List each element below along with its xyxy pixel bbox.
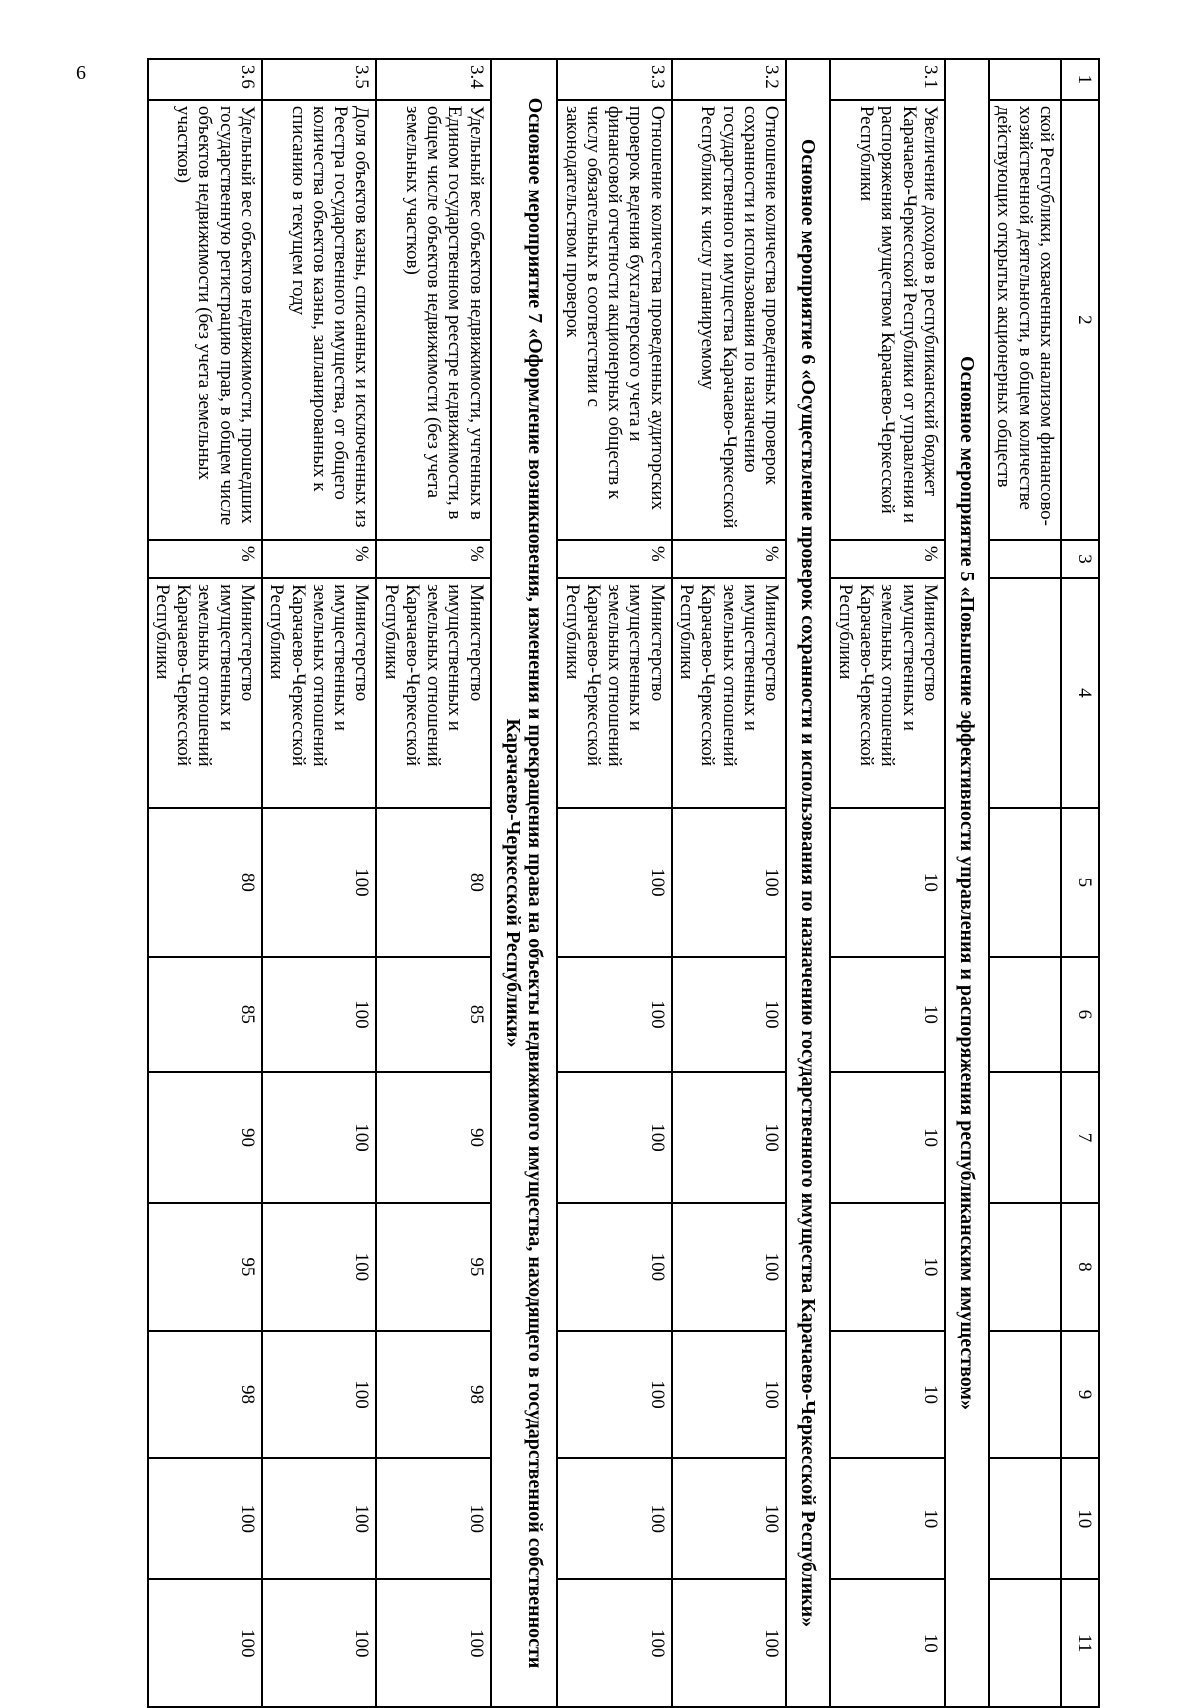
section-heading: Основное мероприятие 5 «Повышение эффективности управления и распоряжения республиканским имуществом» — [945, 59, 989, 1707]
indicator-name: Отношение количества проведенных аудиторских проверок ведения бухгалтерского учета и финансовой отчетности акционерных обществ к числу обязательных в соответствии с законодательством проверок — [557, 100, 671, 540]
executor: Министерство имущественных и земельных отношений Карачаево-Черкесской Республики — [148, 578, 262, 808]
year-value-col-8: 100 — [557, 1203, 671, 1331]
table-row — [262, 59, 376, 1707]
table-row — [557, 59, 671, 1707]
year-value-col-10: 100 — [148, 1458, 262, 1579]
executor: Министерство имущественных и земельных отношений Карачаево-Черкесской Республики — [262, 578, 376, 808]
section-heading-row — [786, 59, 830, 1707]
year-value-col-9: 100 — [262, 1331, 376, 1459]
indicator-name: Удельный вес объектов недвижимости, прошедших государственную регистрацию прав, в общем числе объектов недвижимости (без учета земельных участков) — [148, 100, 262, 540]
year-value-col-10: 100 — [672, 1458, 786, 1579]
column-number-1: 1 — [1061, 59, 1099, 100]
row-number: 3.5 — [262, 59, 376, 100]
year-value-col-7: 10 — [830, 1072, 944, 1203]
section-heading: Основное мероприятие 6 «Осуществление проверок сохранности и использования по назначению государственного имущества Карачаево-Черкесской Республики» — [786, 59, 830, 1707]
year-value-col-7 — [989, 1072, 1061, 1203]
column-number-10: 10 — [1061, 1458, 1099, 1579]
year-value-col-8: 10 — [830, 1203, 944, 1331]
executor — [989, 578, 1061, 808]
unit: % — [262, 540, 376, 578]
rotated-table-container — [130, 58, 1100, 1708]
table-row — [148, 59, 262, 1707]
table-row — [376, 59, 490, 1707]
unit: % — [672, 540, 786, 578]
year-value-col-10: 100 — [557, 1458, 671, 1579]
year-value-col-5: 10 — [830, 808, 944, 957]
indicator-name: Увеличение доходов в республиканский бюджет Карачаево-Черкесской Республики от управления и распоряжения имуществом Карачаево-Черкесской Республики — [830, 100, 944, 540]
year-value-col-6: 100 — [557, 957, 671, 1072]
unit: % — [148, 540, 262, 578]
executor: Министерство имущественных и земельных отношений Карачаево-Черкесской Республики — [672, 578, 786, 808]
year-value-col-10: 10 — [830, 1458, 944, 1579]
column-number-2: 2 — [1061, 100, 1099, 540]
year-value-col-11: 100 — [262, 1579, 376, 1707]
executor: Министерство имущественных и земельных отношений Карачаево-Черкесской Республики — [376, 578, 490, 808]
year-value-col-5: 80 — [376, 808, 490, 957]
row-number: 3.6 — [148, 59, 262, 100]
page-number: 6 — [76, 62, 86, 84]
year-value-col-6: 10 — [830, 957, 944, 1072]
section-heading: Основное мероприятие 7 «Оформление возникновения, изменения и прекращения права на объекты недвижимого имущества, находящего в государственной собственности Карачаево-Черкесской Республики» — [491, 59, 558, 1707]
row-number: 3.2 — [672, 59, 786, 100]
year-value-col-5: 100 — [557, 808, 671, 957]
year-value-col-9: 10 — [830, 1331, 944, 1459]
year-value-col-9: 98 — [376, 1331, 490, 1459]
year-value-col-11: 100 — [557, 1579, 671, 1707]
year-value-col-7: 90 — [376, 1072, 490, 1203]
column-number-5: 5 — [1061, 808, 1099, 957]
year-value-col-11 — [989, 1579, 1061, 1707]
unit: % — [830, 540, 944, 578]
indicators-table — [147, 58, 1100, 1708]
year-value-col-8: 100 — [262, 1203, 376, 1331]
column-number-7: 7 — [1061, 1072, 1099, 1203]
year-value-col-5 — [989, 808, 1061, 957]
year-value-col-7: 100 — [262, 1072, 376, 1203]
column-number-6: 6 — [1061, 957, 1099, 1072]
year-value-col-10: 100 — [376, 1458, 490, 1579]
year-value-col-9 — [989, 1331, 1061, 1459]
year-value-col-6: 100 — [262, 957, 376, 1072]
unit: % — [557, 540, 671, 578]
year-value-col-6: 85 — [376, 957, 490, 1072]
row-number: 3.3 — [557, 59, 671, 100]
year-value-col-11: 100 — [148, 1579, 262, 1707]
year-value-col-9: 100 — [557, 1331, 671, 1459]
table-row — [989, 59, 1061, 1707]
year-value-col-8: 95 — [148, 1203, 262, 1331]
year-value-col-5: 100 — [262, 808, 376, 957]
column-number-4: 4 — [1061, 578, 1099, 808]
year-value-col-10: 100 — [262, 1458, 376, 1579]
year-value-col-9: 98 — [148, 1331, 262, 1459]
table-row — [830, 59, 944, 1707]
row-number — [989, 59, 1061, 100]
indicator-name: Доля объектов казны, списанных и исключенных из Реестра государственного имущества, от общего количества объектов казны, запланированных к списанию в текущем году — [262, 100, 376, 540]
year-value-col-7: 90 — [148, 1072, 262, 1203]
indicator-name: ской Республики, охваченных анализом финансово-хозяйственной деятельности, в общем количестве действующих открытых акционерных обществ — [989, 100, 1061, 540]
year-value-col-9: 100 — [672, 1331, 786, 1459]
column-number-3: 3 — [1061, 540, 1099, 578]
year-value-col-5: 80 — [148, 808, 262, 957]
year-value-col-7: 100 — [557, 1072, 671, 1203]
year-value-col-10 — [989, 1458, 1061, 1579]
year-value-col-6: 85 — [148, 957, 262, 1072]
year-value-col-7: 100 — [672, 1072, 786, 1203]
column-number-9: 9 — [1061, 1331, 1099, 1459]
row-number: 3.4 — [376, 59, 490, 100]
executor: Министерство имущественных и земельных отношений Карачаево-Черкесской Республики — [830, 578, 944, 808]
column-number-8: 8 — [1061, 1203, 1099, 1331]
year-value-col-6: 100 — [672, 957, 786, 1072]
section-heading-row — [491, 59, 558, 1707]
indicator-name: Удельный вес объектов недвижимости, учтенных в Едином государственном реестре недвижимости, в общем числе объектов недвижимости (без учета земельных участков) — [376, 100, 490, 540]
year-value-col-11: 10 — [830, 1579, 944, 1707]
year-value-col-5: 100 — [672, 808, 786, 957]
row-number: 3.1 — [830, 59, 944, 100]
executor: Министерство имущественных и земельных отношений Карачаево-Черкесской Республики — [557, 578, 671, 808]
indicator-name: Отношение количества проведенных проверок сохранности и использования по назначению государственного имущества Карачаево-Черкесской Республики к числу планируемому — [672, 100, 786, 540]
column-number-11: 11 — [1061, 1579, 1099, 1707]
year-value-col-8: 95 — [376, 1203, 490, 1331]
year-value-col-8 — [989, 1203, 1061, 1331]
year-value-col-11: 100 — [672, 1579, 786, 1707]
unit: % — [376, 540, 490, 578]
year-value-col-8: 100 — [672, 1203, 786, 1331]
unit — [989, 540, 1061, 578]
year-value-col-6 — [989, 957, 1061, 1072]
year-value-col-11: 100 — [376, 1579, 490, 1707]
table-row — [672, 59, 786, 1707]
section-heading-row — [945, 59, 989, 1707]
column-number-row — [1061, 59, 1099, 1707]
